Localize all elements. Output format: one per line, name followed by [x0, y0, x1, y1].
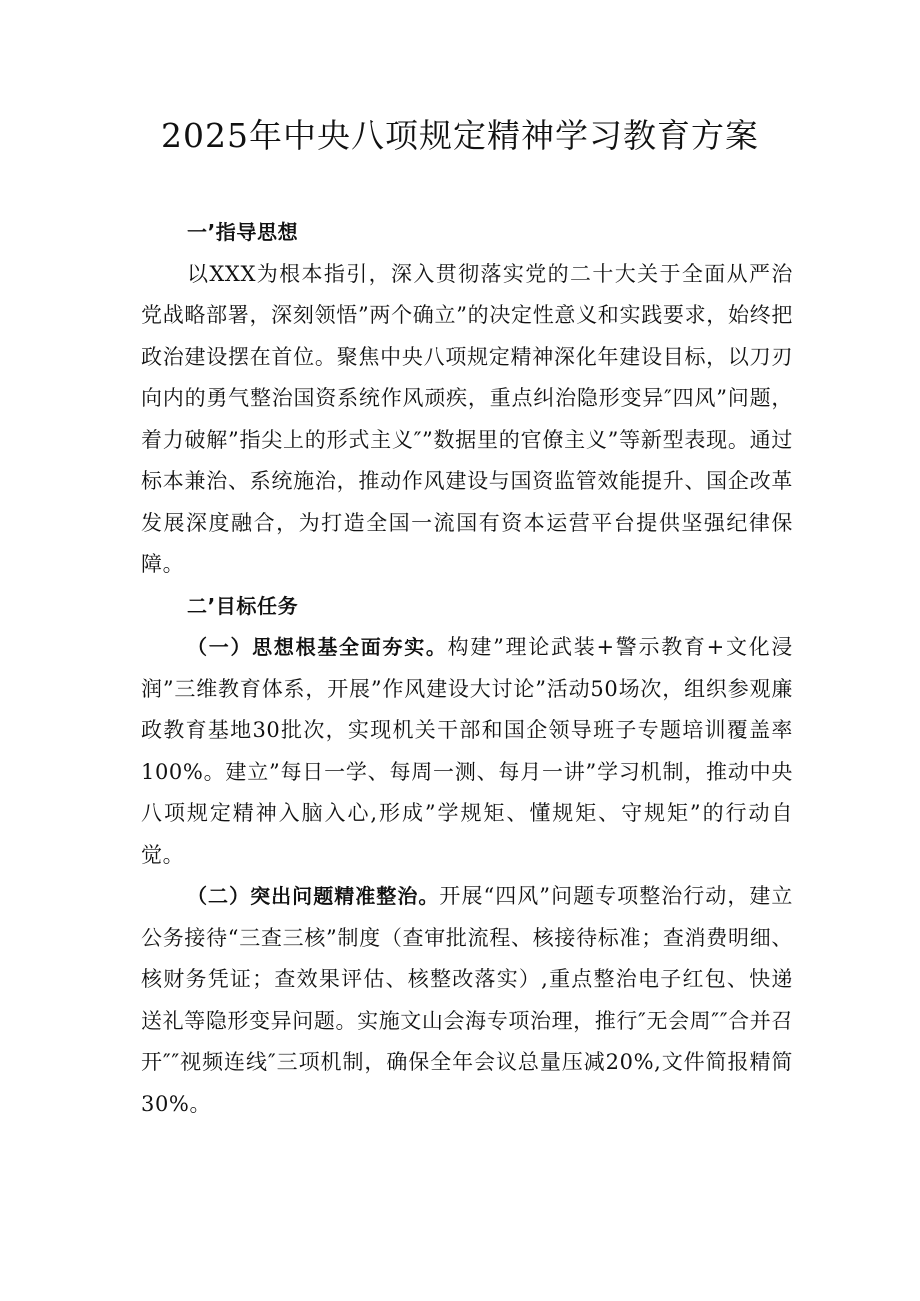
- goal-item-1-text: 构建”理论武装+警示教育+文化浸润”三维教育体系，开展”作风建设大讨论”活动50场次，组织参观廉政教育基地30批次，实现机关干部和国企领导班子专题培训覆盖率100%。建立”每日一学、每周一测、每月一讲”学习机制，推动中央八项规定精神入脑入心,形成”学规矩、懂规矩、守规矩”的行动自觉。: [141, 635, 793, 867]
- guiding-thought-paragraph: 以XXX为根本指引，深入贯彻落实党的二十大关于全面从严治党战略部署，深刻领悟”两个确立”的决定性意义和实践要求，始终把政治建设摆在首位。聚焦中央八项规定精神深化年建设目标，以刀刃向内的勇气整治国资系统作风顽疾，重点纠治隐形变异″四风”问题，着力破解”指尖上的形式主义″”数据里的官僚主义”等新型表现。通过标本兼治、系统施治，推动作风建设与国资监管效能提升、国企改革发展深度融合，为打造全国一流国有资本运营平台提供坚强纪律保障。: [141, 261, 793, 576]
- goal-item-2-text: 开展“四风”问题专项整治行动，建立公务接待“三查三核”制度（查审批流程、核接待标准；查消费明细、核财务凭证；查效果评估、核整改落实）,重点整治电子红包、快递送礼等隐形变异问题。实施文山会海专项治理，推行″无会周″″合并召开″″视频连线″三项机制，确保全年会议总量压减20%,文件简报精简30%。: [141, 884, 794, 1116]
- goal-item-1: [141, 627, 793, 876]
- goal-item-1-lead: （一）思想根基全面夯实。: [187, 635, 448, 659]
- section-heading-guiding-thought: 一’指导思想: [187, 220, 299, 244]
- goal-item-2-lead: （二）突出问题精准整治。: [187, 884, 440, 908]
- document-body: [141, 212, 793, 1125]
- goal-item-2: [141, 876, 793, 1125]
- section-heading-goals: 二’目标任务: [187, 593, 299, 618]
- document-title: 2025年中央八项规定精神学习教育方案: [161, 116, 759, 155]
